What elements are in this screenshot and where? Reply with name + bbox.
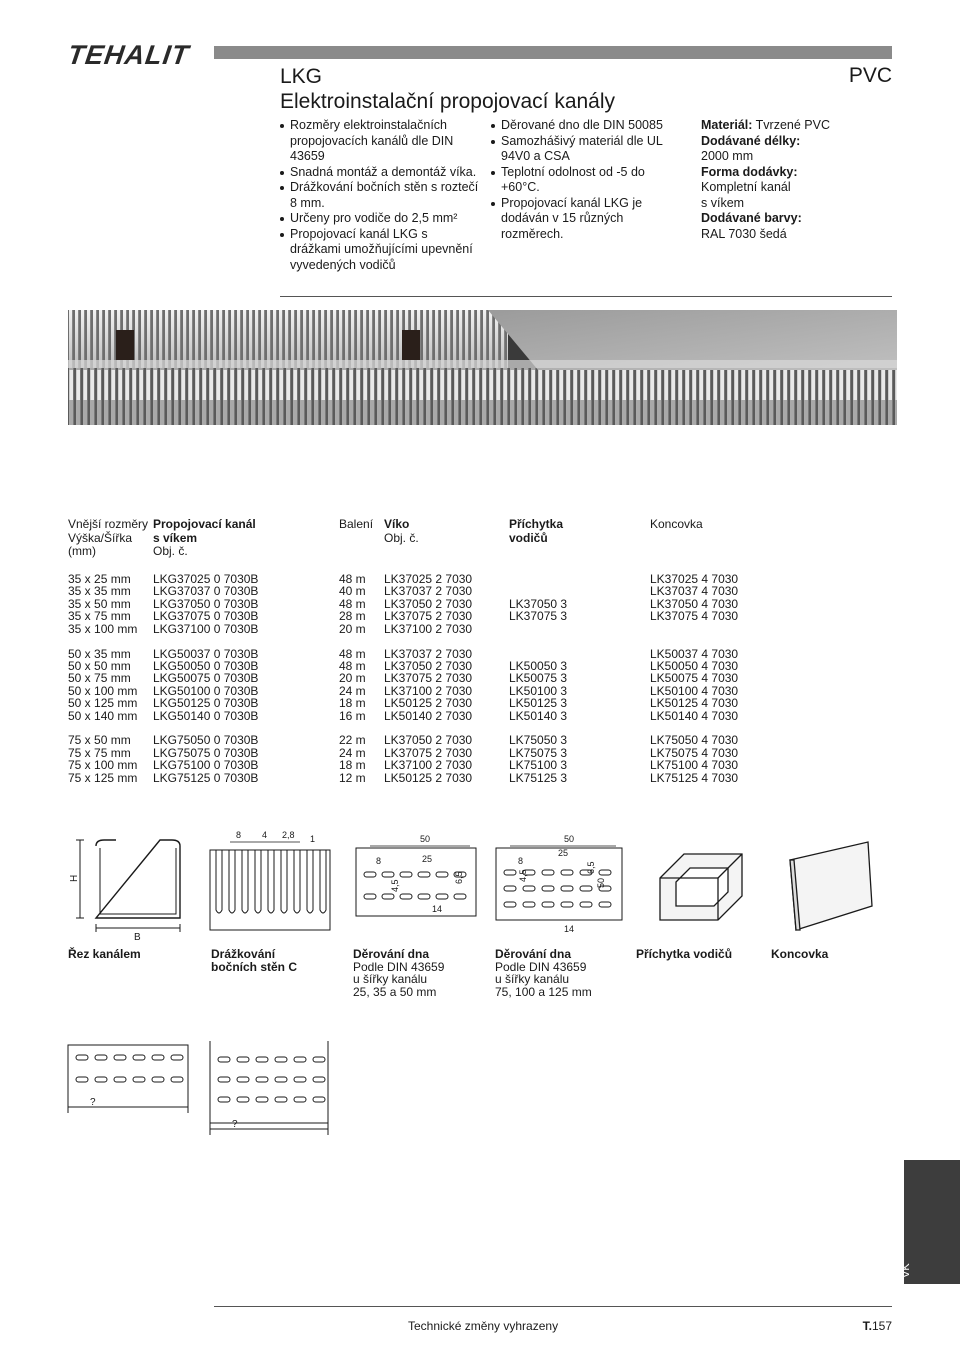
feature-item: Snadná montáž a demontáž víka. [280,165,480,181]
caption-line: Podle DIN 43659 [353,959,445,974]
dim-label: 1 [310,834,316,844]
caption-line: bočních stěn C [211,959,298,974]
table-cell: LK75075 4 7030 [650,745,739,760]
table-cell: LK37075 2 7030 [384,609,473,624]
caption-line: 25, 35 a 50 mm [353,984,437,999]
feature-item: Rozměry elektroinstalačních propojovacích kanálů dle DIN 43659 [280,118,480,165]
table-cell: 35 x 35 mm [68,584,131,599]
title-line-2: Elektroinstalační propojovací kanály [280,90,616,113]
caption-side-slots [211,948,297,973]
table-cell: LKG75125 0 7030B [153,770,259,785]
table-cell: LK37100 2 7030 [384,621,473,636]
dim-label: 50 [596,877,606,888]
table-cell: LKG50050 0 7030B [153,658,259,673]
cross-section-drawing [76,840,180,932]
wire-clip-drawing [660,854,742,920]
table-cell: 75 x 125 mm [68,770,138,785]
table-cell: LK50140 2 7030 [384,708,473,723]
table-cell: LK37050 4 7030 [650,596,739,611]
page-prefix: T. [862,1319,872,1333]
table-cell: 22 m [339,733,366,748]
unknown-dim-label: ? [90,1097,96,1108]
technical-drawings [60,820,900,945]
table-cell: LK50075 3 [509,671,568,686]
table-cell: 18 m [339,696,366,711]
table-cell: LK37037 4 7030 [650,584,739,599]
table-cell: LKG50125 0 7030B [153,696,259,711]
table-cell: LKG50100 0 7030B [153,683,259,698]
table-cell: 28 m [339,609,366,624]
table-cell: LK37050 2 7030 [384,733,473,748]
product-photo [68,310,897,425]
table-cell: 35 x 100 mm [68,621,138,636]
page-number-value: 157 [871,1319,892,1333]
table-cell: LK37100 2 7030 [384,758,473,773]
table-cell: LK37037 2 7030 [384,646,473,661]
table-cell: LK37050 3 [509,596,568,611]
table-cell: LKG75050 0 7030B [153,733,259,748]
feature-item: Propojovací kanál LKG s drážkami umožňujícími upevnění vyvedených vodičů [280,227,480,274]
table-cell: 48 m [339,572,366,586]
th-endcap: Koncovka [650,517,703,531]
table-cell: 50 x 125 mm [68,696,138,711]
th-clip-line: Příchytka [509,517,564,531]
caption-line: Děrování dna [353,947,430,961]
material-value: Tvrzené PVC [755,118,830,132]
th-channel [153,518,256,559]
table-cell: LKG37075 0 7030B [153,609,259,624]
caption-line: Koncovka [771,947,829,961]
caption-line: Drážkování [211,947,276,961]
dim-label: 14 [432,904,443,914]
th-dims-line: Vnější rozměry [68,517,149,531]
table-cell: LKG37037 0 7030B [153,584,259,599]
table-cell: LK37050 2 7030 [384,596,473,611]
dim-label: 2,8 [282,830,295,840]
table-cell: 20 m [339,621,366,636]
th-pack: Balení [339,517,374,531]
table-cell: LK37075 3 [509,609,568,624]
th-dimensions [68,518,148,559]
dim-label: 4,5 [390,879,400,892]
caption-line: 75, 100 a 125 mm [495,984,592,999]
table-cell: LK75100 3 [509,758,568,773]
th-channel-line: s víkem [153,530,198,545]
side-tab-label: VK [900,1263,912,1278]
table-cell: LK37075 2 7030 [384,671,473,686]
table-cell: 50 x 50 mm [68,658,131,673]
lengths-value: 2000 mm [701,149,754,163]
caption-line: Řez kanálem [68,947,141,961]
table-cell: LKG75075 0 7030B [153,745,259,760]
caption-line: Podle DIN 43659 [495,959,587,974]
perforation-detail-drawings [60,1035,360,1140]
unknown-dim-label: ? [232,1119,238,1130]
table-cell: LK50125 4 7030 [650,696,739,711]
th-lid-line: Víko [384,517,410,531]
dim-label: 6,5 [586,861,596,874]
dim-label: 6,5 [454,871,464,884]
table-cell: LK50125 3 [509,696,568,711]
table-cell: LK75100 4 7030 [650,758,739,773]
table-cell: LK75125 3 [509,770,568,785]
table-cell: LK37025 4 7030 [650,572,739,586]
table-cell: LK50050 4 7030 [650,658,739,673]
table-cell: LKG50075 0 7030B [153,671,259,686]
table-cell: LK50075 4 7030 [650,671,739,686]
th-clip [509,518,563,545]
table-cell: 40 m [339,584,366,599]
table-cell: LK50140 3 [509,708,568,723]
table-cell: LKG75100 0 7030B [153,758,259,773]
table-cell: 50 x 75 mm [68,671,131,686]
form-value-2: s víkem [701,195,745,210]
th-channel-line: Obj. č. [153,544,188,558]
table-cell: 35 x 25 mm [68,572,131,586]
table-cell: LKG37025 0 7030B [153,572,259,586]
footer-note: Technické změny vyhrazeny [408,1319,559,1333]
features-col-1 [280,118,480,273]
table-cell: LK50125 2 7030 [384,770,473,785]
table-cell: LK37037 2 7030 [384,584,473,599]
side-wall-slots-drawing [210,850,330,930]
table-cell: 50 x 100 mm [68,683,138,698]
feature-item: Děrované dno dle DIN 50085 [491,118,686,134]
caption-end-cap [771,948,828,961]
lengths-label: Dodávané délky: [701,133,801,148]
table-cell: 48 m [339,646,366,661]
end-cap-drawing [790,842,872,930]
material-code: PVC [848,64,892,87]
dim-label: 25 [558,848,569,858]
caption-cross-section [68,948,141,961]
table-cell: 12 m [339,770,366,785]
dim-label: 4,5 [518,869,528,882]
table-cell: 18 m [339,758,366,773]
page-title [280,64,615,114]
table-cell: LK75050 4 7030 [650,733,739,748]
table-cell: LK37075 2 7030 [384,745,473,760]
table-cell: LK50050 3 [509,658,568,673]
th-dims-line: Výška/Šířka [68,530,133,545]
page-number [863,1319,892,1333]
th-lid-line: Obj. č. [384,530,419,545]
header-bar [214,46,892,59]
features-col-2 [491,118,686,242]
feature-item: Samozhášivý materiál dle UL 94V0 a CSA [491,134,686,165]
table-cell: 35 x 50 mm [68,596,131,611]
caption-perforation-large [495,948,592,998]
form-label: Forma dodávky: [701,164,798,179]
table-cell: LK75050 3 [509,733,568,748]
table-cell: 75 x 50 mm [68,733,131,748]
table-cell: LK37075 4 7030 [650,609,739,624]
table-cell: 75 x 75 mm [68,745,131,760]
table-cell: LK50125 2 7030 [384,696,473,711]
table-cell: 50 x 35 mm [68,646,131,661]
feature-item: Propojovací kanál LKG je dodáván v 15 různých rozměrech. [491,196,686,243]
table-cell: LKG50037 0 7030B [153,646,259,661]
table-cell: 48 m [339,658,366,673]
table-cell: LK50037 4 7030 [650,646,739,661]
caption-wire-clip [636,948,732,961]
th-lid [384,518,419,545]
table-cell: 35 x 75 mm [68,609,131,624]
dim-label: 8 [376,856,382,866]
table-cell: LK50100 4 7030 [650,683,739,698]
footer-divider [214,1306,892,1307]
caption-line: Děrování dna [495,947,572,961]
feature-item: Teplotní odolnost od -5 do +60°C. [491,165,686,196]
colors-value: RAL 7030 šedá [701,226,787,241]
table-cell: 24 m [339,745,366,760]
table-cell: LK50140 4 7030 [650,708,739,723]
table-cell: LKG37050 0 7030B [153,596,259,611]
table-cell: LK37025 2 7030 [384,572,473,586]
th-dims-line: (mm) [68,544,96,558]
table-cell: 75 x 100 mm [68,758,138,773]
section-side-tab [900,1160,960,1284]
dim-label: 14 [564,924,575,934]
dim-label: 25 [422,854,433,864]
dim-label: 4 [262,830,268,840]
caption-perforation-small [353,948,444,998]
dim-label: 8 [518,856,524,866]
brand-logo: TEHALIT [65,40,192,70]
feature-item: Drážkování bočních stěn s roztečí 8 mm. [280,180,480,211]
table-cell: LK75075 3 [509,745,568,760]
caption-line: u šířky kanálu [353,972,428,986]
table-cell: 24 m [339,683,366,698]
form-value-1: Kompletní kanál [701,180,791,194]
caption-line: Příchytka vodičů [636,947,733,961]
table-cell: LK75125 4 7030 [650,770,739,785]
dim-label: 8 [236,830,242,840]
table-cell: LK50100 3 [509,683,568,698]
material-label: Materiál: [701,118,753,132]
table-cell: LK37100 2 7030 [384,683,473,698]
th-clip-line: vodičů [509,530,548,545]
table-cell: 20 m [339,671,366,686]
table-cell: LKG50140 0 7030B [153,708,259,723]
colors-label: Dodávané barvy: [701,211,802,225]
feature-item: Určeny pro vodiče do 2,5 mm² [280,211,480,227]
dim-label: 50 [420,834,431,844]
dim-h-label: H [69,874,80,882]
table-cell: LK37050 2 7030 [384,658,473,673]
table-cell: 48 m [339,596,366,611]
th-channel-line: Propojovací kanál [153,517,256,531]
section-divider [280,296,892,297]
dim-b-label: B [134,932,141,943]
title-line-1: LKG [280,65,323,88]
table-cell: 16 m [339,708,366,723]
dim-label: 50 [564,834,575,844]
table-cell: 50 x 140 mm [68,708,138,723]
material-spec [701,118,892,242]
caption-line: u šířky kanálu [495,972,570,986]
table-cell: LKG37100 0 7030B [153,621,259,636]
